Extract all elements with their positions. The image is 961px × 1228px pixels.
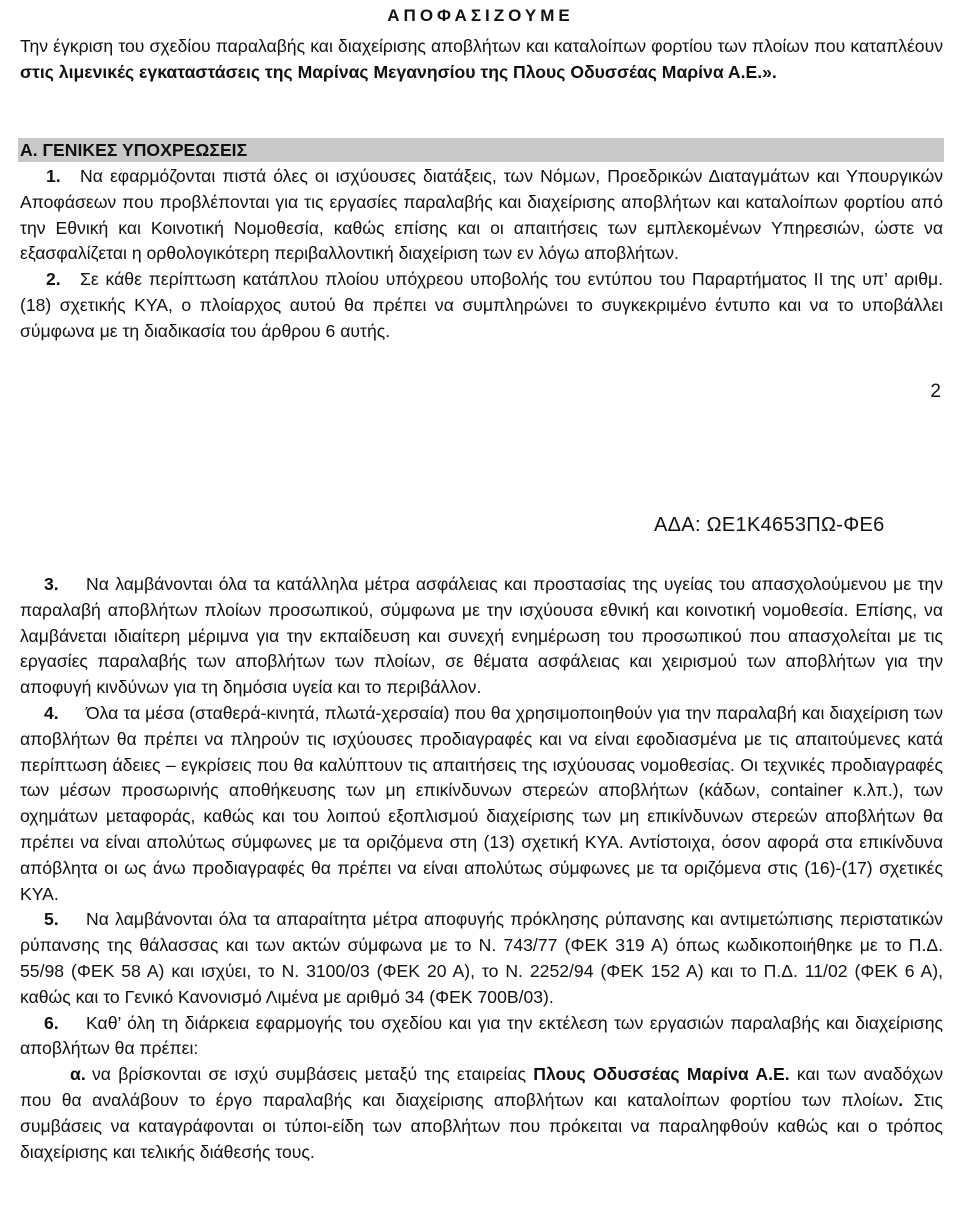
item-4-number: 4. bbox=[44, 702, 59, 723]
item-4 bbox=[20, 701, 943, 907]
sub-a-text-2: και των αναδόχων που θα αναλάβουν το έργο παραλαβής και διαχείρισης αποβλήτων και καταλοίπων φορτίου των πλοίων bbox=[20, 1064, 943, 1110]
item-5-text: Να λαμβάνονται όλα τα απαραίτητα μέτρα αποφυγής πρόκλησης ρύπανσης και αντιμετώπισης περιστατικών ρύπανσης της θάλασσας και των ακτών σύμφωνα με το Ν. 743/77 (ΦΕΚ 319 Α) όπως κωδικοποιήθηκε με το Π.Δ. 55/98 (ΦΕΚ 58 Α) και ισχύει, το Ν. 3100/03 (ΦΕΚ 20 Α), το Ν. 2252/94 (ΦΕΚ 152 Α) και το Π.Δ. 11/02 (ΦΕΚ 6 Α), καθώς και το Γενικό Κανονισμό Λιμένα με αριθμό 34 (ΦΕΚ 700Β/03). bbox=[20, 909, 943, 1007]
intro-text: Την έγκριση του σχεδίου παραλαβής και διαχείρισης αποβλήτων και καταλοίπων φορτίου των πλοίων που καταπλέουν bbox=[20, 36, 943, 56]
intro-paragraph bbox=[20, 34, 943, 86]
section-a-header: Α. ΓΕΝΙΚΕΣ ΥΠΟΧΡΕΩΣΕΙΣ bbox=[18, 138, 944, 162]
item-3-text: Να λαμβάνονται όλα τα κατάλληλα μέτρα ασφάλειας και προστασίας της υγείας του απασχολούμενου με την παραλαβή αποβλήτων πλοίων προσωπικού, σύμφωνα με την ισχύουσα εθνική και κοινοτική νομοθεσία. Επίσης, να λαμβάνεται ιδιαίτερη μέριμνα για την εκπαίδευση και συνεχή ενημέρωση του προσωπικού που απασχολείται με τις εργασίες παραλαβής των αποβλήτων των πλοίων, σε θέματα ασφάλειας και χειρισμού των αποβλήτων για την αποφυγή κινδύνων για τη δημόσια υγεία και το περιβάλλον. bbox=[20, 574, 943, 698]
item-2 bbox=[20, 267, 943, 344]
sub-a-label: α. bbox=[70, 1064, 86, 1085]
item-6-text: Καθ’ όλη τη διάρκεια εφαρμογής του σχεδίου και για την εκτέλεση των εργασιών παραλαβής και διαχείρισης αποβλήτων θα πρέπει: bbox=[20, 1012, 943, 1059]
item-5-number: 5. bbox=[44, 909, 59, 930]
item-6-sub-a bbox=[20, 1062, 943, 1165]
item-3 bbox=[20, 572, 943, 701]
item-1-number: 1. bbox=[46, 166, 61, 186]
item-3-number: 3. bbox=[44, 574, 59, 594]
page-number: 2 bbox=[930, 381, 941, 402]
item-2-number: 2. bbox=[46, 269, 61, 290]
item-2-text: Σε κάθε περίπτωση κατάπλου πλοίου υπόχρεου υποβολής του εντύπου του Παραρτήματος ΙΙ της υπ’ αριθμ. (18) σχετικής ΚΥΑ, ο πλοίαρχος αυτού θα πρέπει να συμπληρώνει το συγκεκριμένο έντυπο και να το υποβάλλει σύμφωνα με τη διαδικασία του άρθρου 6 αυτής. bbox=[20, 269, 943, 341]
item-6-number: 6. bbox=[44, 1012, 59, 1033]
sub-a-text-1: να βρίσκονται σε ισχύ συμβάσεις μεταξύ της εταιρείας bbox=[92, 1064, 534, 1085]
ada-code: ΑΔΑ: ΩΕ1Κ4653ΠΩ-ΦΕ6 bbox=[654, 514, 885, 536]
items-second-page bbox=[20, 572, 943, 1165]
item-5 bbox=[20, 907, 943, 1010]
item-1-text: Να εφαρμόζονται πιστά όλες οι ισχύουσες διατάξεις, των Νόμων, Προεδρικών Διαταγμάτων και Υπουργικών Αποφάσεων που προβλέπονται για τις εργασίες παραλαβής και διαχείρισης αποβλήτων και καταλοίπων φορτίου από την Εθνική και Κοινοτική Νομοθεσία, καθώς επίσης και οι απαιτήσεις των εμπλεκομένων Υπηρεσιών, ώστε να εξασφαλίζεται η ορθολογικότερη περιβαλλοντική διαχείριση των εν λόγω αποβλήτων. bbox=[20, 166, 943, 264]
sub-a-text-3: Στις συμβάσεις να καταγράφονται οι τύποι-είδη των αποβλήτων που πρόκειται να παραληφθούν καθώς και ο τρόπος διαχείρισης και τελικής διάθεσής τους. bbox=[20, 1089, 943, 1162]
items-first-page bbox=[20, 164, 943, 345]
item-1 bbox=[20, 164, 943, 267]
intro-bold-text: στις λιμενικές εγκαταστάσεις της Μαρίνας Μεγανησίου της Πλους Οδυσσέας Μαρίνα Α.Ε.». bbox=[20, 61, 777, 82]
sub-a-company-name: Πλους Οδυσσέας Μαρίνα Α.Ε. bbox=[533, 1064, 790, 1085]
item-4-text: Όλα τα μέσα (σταθερά-κινητά, πλωτά-χερσαία) που θα χρησιμοποιηθούν για την παραλαβή και διαχείριση των αποβλήτων θα πρέπει να πληρούν τις ισχύουσες προδιαγραφές και να είναι εφοδιασμένα με τις απαιτούμενες κατά περίπτωση άδειες – εγκρίσεις που θα καλύπτουν τις απαιτήσεις της ισχύουσας νομοθεσίας. Οι τεχνικές προδιαγραφές των μέσων προσωρινής αποθήκευσης των μη επικίνδυνων στερεών αποβλήτων (κάδων, container κ.λπ.), των οχημάτων μεταφοράς, καθώς και του λοιπού εξοπλισμού διαχείρισης των μη επικίνδυνων στερεών αποβλήτων θα πρέπει να είναι απολύτως σύμφωνες με τα οριζόμενα στη (13) σχετική ΚΥΑ. Αντίστοιχα, όσον αφορά στα επικίνδυνα απόβλητα οι ως άνω προδιαγραφές θα πρέπει να είναι απολύτως σύμφωνες με τα οριζόμενα στις (16)-(17) σχετικές ΚΥΑ. bbox=[20, 702, 943, 904]
sub-a-bold-period: . bbox=[898, 1089, 904, 1110]
item-6 bbox=[20, 1011, 943, 1063]
document-title: ΑΠΟΦΑΣΙΖΟΥΜΕ bbox=[387, 6, 574, 25]
